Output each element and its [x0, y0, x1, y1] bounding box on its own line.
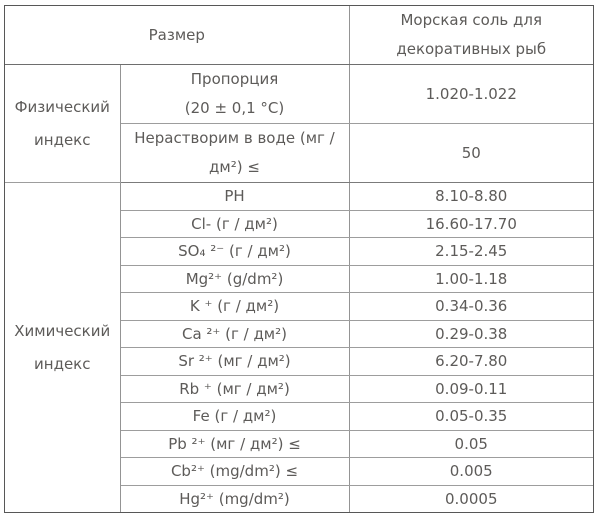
table-header-row — [5, 6, 593, 65]
param-cell: K ⁺ (г / дм²) — [120, 293, 349, 321]
param-cell: Fe (г / дм²) — [120, 403, 349, 431]
param-cell: Cb²⁺ (mg/dm²) ≤ — [120, 458, 349, 486]
value-cell: 0.0005 — [445, 489, 498, 508]
value-cell: 8.10-8.80 — [349, 183, 593, 211]
value-cell: 6.20-7.80 — [349, 348, 593, 376]
param-cell: Пропорция (20 ± 0,1 °C) — [120, 65, 349, 124]
param-cell: SO₄ ²⁻ (г / дм²) — [120, 238, 349, 266]
value-cell: 2.15-2.45 — [349, 238, 593, 266]
table-row — [5, 65, 593, 124]
header-product-line2: декоративных рыб — [396, 40, 547, 58]
value-cell: 1.00-1.18 — [349, 265, 593, 293]
param-cell: Ca ²⁺ (г / дм²) — [120, 320, 349, 348]
spec-table — [5, 6, 593, 512]
value-cell: 1.020-1.022 — [349, 65, 593, 124]
header-size-cell: Размер — [5, 6, 349, 65]
salt-spec-table — [4, 5, 594, 513]
param-cell: Rb ⁺ (мг / дм²) — [120, 375, 349, 403]
value-cell: 0.05 — [349, 430, 593, 458]
param-cell: Sr ²⁺ (мг / дм²) — [120, 348, 349, 376]
value-cell: 0.29-0.38 — [349, 320, 593, 348]
value-cell: 16.60-17.70 — [349, 210, 593, 238]
physical-index-label: Физический индекс — [5, 65, 120, 183]
param-cell: Mg²⁺ (g/dm²) — [120, 265, 349, 293]
value-cell: 0.05-0.35 — [349, 403, 593, 431]
header-product-cell — [349, 6, 593, 65]
header-product-line1: Морская соль для — [400, 11, 543, 29]
value-cell: 50 — [349, 124, 593, 183]
param-cell: Cl- (г / дм²) — [120, 210, 349, 238]
table-row — [5, 183, 593, 211]
param-cell: Нерастворим в воде (мг / дм²) ≤ — [120, 124, 349, 183]
value-cell: 0.005 — [349, 458, 593, 486]
value-cell: 0.09-0.11 — [349, 375, 593, 403]
param-cell: Hg²⁺ (mg/dm²) — [120, 485, 349, 512]
param-cell: PH — [120, 183, 349, 211]
value-cell: 0.34-0.36 — [349, 293, 593, 321]
param-cell: Pb ²⁺ (мг / дм²) ≤ — [120, 430, 349, 458]
chemical-index-label: Химический индекс — [5, 183, 120, 513]
